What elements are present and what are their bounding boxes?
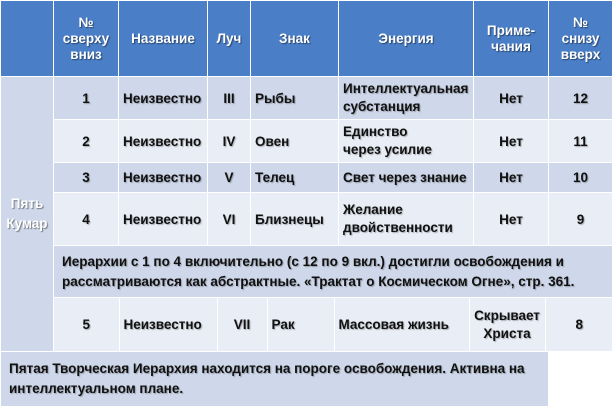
cell-ray: V <box>208 163 251 193</box>
cell-note-line: Скрывает <box>474 308 540 323</box>
cell-name: Неизвестно <box>119 77 208 120</box>
cell-energy: Массовая жизнь <box>334 298 469 351</box>
cell-top-number: 3 <box>54 163 119 193</box>
cell-ray: IV <box>208 120 251 163</box>
cell-bottom-number: 12 <box>549 77 612 120</box>
cell-energy-line: Свет через знание <box>343 170 466 185</box>
header-bottom-up-line: вверх <box>561 47 601 62</box>
cell-bottom-number: 11 <box>549 120 612 163</box>
header-corner <box>1 1 54 77</box>
row-5-table <box>54 298 612 351</box>
cell-energy <box>339 193 474 246</box>
row-5-container <box>54 298 612 352</box>
cell-bottom-number: 8 <box>545 298 612 351</box>
cell-energy-line: Интеллектуальная <box>343 81 468 96</box>
table-row <box>1 163 612 193</box>
header-energy: Энергия <box>339 1 474 77</box>
header-sign: Знак <box>251 1 339 77</box>
table-row <box>1 193 612 246</box>
cell-ray: VI <box>208 193 251 246</box>
cell-energy-line: субстанция <box>343 99 420 114</box>
cell-energy-line: Единство <box>343 124 408 139</box>
cell-name: Неизвестно <box>119 163 208 193</box>
cell-energy-line: Желание <box>343 202 403 217</box>
header-row <box>1 1 612 77</box>
note-row <box>1 246 612 298</box>
cell-energy-line: двойственности <box>343 220 453 235</box>
cell-sign: Рак <box>267 298 334 351</box>
side-label-line: Кумар <box>6 216 47 231</box>
header-notes <box>474 1 549 77</box>
cell-sign: Овен <box>251 120 339 163</box>
cell-top-number: 2 <box>54 120 119 163</box>
row-5 <box>54 298 612 351</box>
note-line: интеллектуальном плане. <box>9 381 183 396</box>
table-row <box>1 77 612 120</box>
table-row <box>1 120 612 163</box>
cell-energy <box>339 77 474 120</box>
cell-name: Неизвестно <box>119 193 208 246</box>
cell-bottom-number: 10 <box>549 163 612 193</box>
header-notes-line: чания <box>491 39 531 54</box>
cell-top-number: 1 <box>54 77 119 120</box>
header-bottom-up-line: снизу <box>562 31 600 46</box>
cell-ray: VII <box>217 298 267 351</box>
note-line: Пятая Творческая Иерархия находится на пороге освобождения. Активна на <box>9 361 525 376</box>
cell-sign: Рыбы <box>251 77 339 120</box>
header-top-down-line: сверху <box>63 31 109 46</box>
cell-energy <box>339 120 474 163</box>
header-top-down-line: вниз <box>70 47 101 62</box>
note-line: рассматриваются как абстрактные. «Трактат о Космическом Огне», стр. 361. <box>62 274 574 289</box>
note-row <box>1 352 612 407</box>
cell-top-number: 5 <box>54 298 119 351</box>
header-bottom-up <box>549 1 612 77</box>
cell-energy-line: через усилие <box>343 142 432 157</box>
header-bottom-up-line: № <box>573 15 588 30</box>
cell-name: Неизвестно <box>119 120 208 163</box>
cell-note-line: Христа <box>483 326 530 341</box>
table-row <box>1 298 612 352</box>
cell-note <box>469 298 545 351</box>
note-line: Иерархии с 1 по 4 включительно (с 12 по 9 вкл.) достигли освобождения и <box>62 254 564 269</box>
side-label <box>1 77 54 352</box>
hierarchy-note-2 <box>1 352 549 407</box>
cell-note: Нет <box>474 163 549 193</box>
cell-sign: Телец <box>251 163 339 193</box>
cell-top-number: 4 <box>54 193 119 246</box>
header-ray: Луч <box>208 1 251 77</box>
cell-sign: Близнецы <box>251 193 339 246</box>
cell-note: Нет <box>474 120 549 163</box>
cell-note: Нет <box>474 193 549 246</box>
hierarchy-note-1 <box>54 246 612 298</box>
cell-bottom-number: 9 <box>549 193 612 246</box>
header-name: Название <box>119 1 208 77</box>
cell-name: Неизвестно <box>119 298 217 351</box>
cell-energy <box>339 163 474 193</box>
header-notes-line: Приме- <box>487 23 535 38</box>
cell-ray: III <box>208 77 251 120</box>
header-top-down-line: № <box>78 15 93 30</box>
cell-note: Нет <box>474 77 549 120</box>
header-top-down <box>54 1 119 77</box>
side-label-line: Пять <box>11 196 44 211</box>
